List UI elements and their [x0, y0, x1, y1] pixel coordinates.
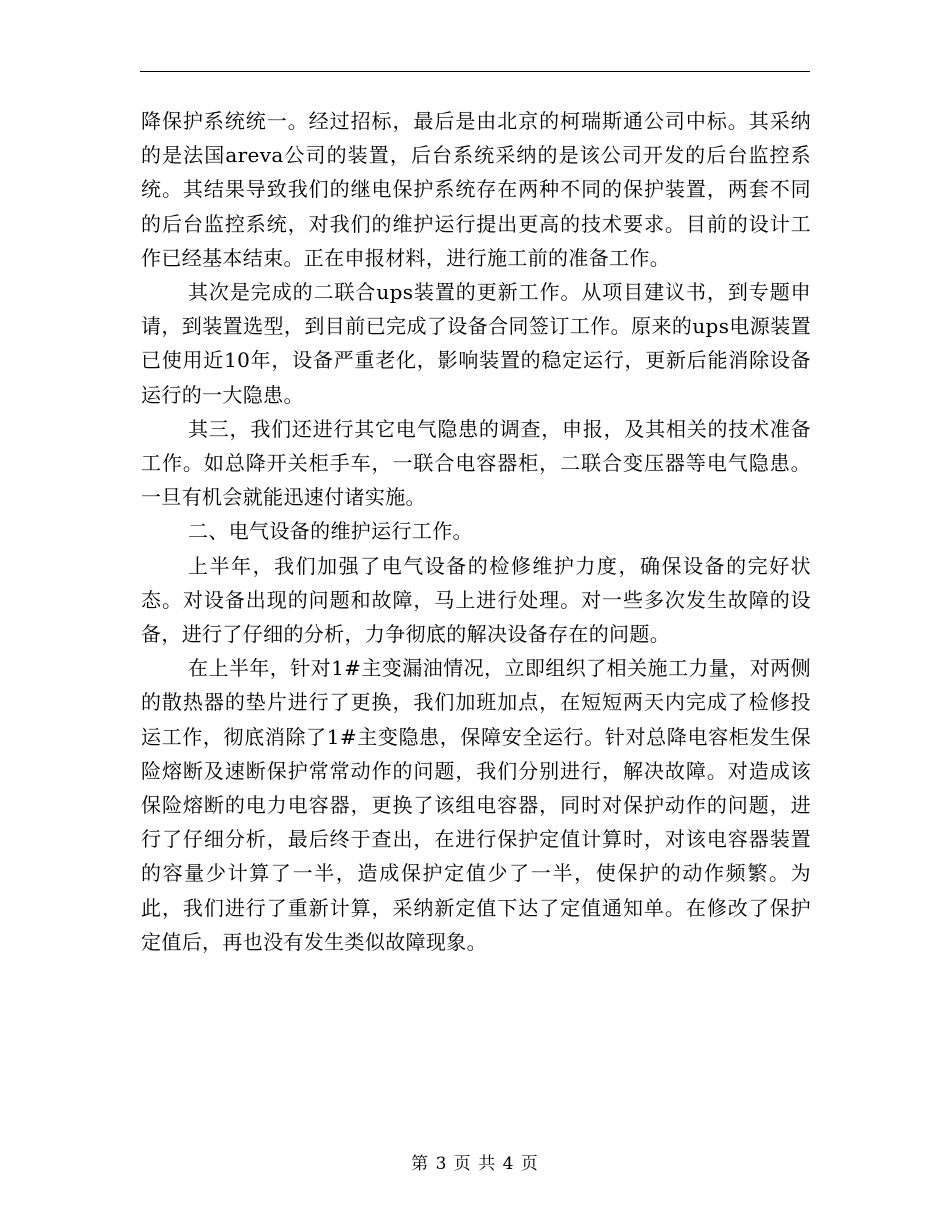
page-footer	[0, 1152, 950, 1176]
paragraph-1: 降保护系统统一。经过招标，最后是由北京的柯瑞斯通公司中标。其采纳的是法国areva公司的装置，后台系统采纳的是该公司开发的后台监控系统。其结果导致我们的继电保护系统存在两种不同的保护装置，两套不同的后台监控系统，对我们的维护运行提出更高的技术要求。目前的设计工作已经基本结束。正在申报材料，进行施工前的准备工作。	[141, 109, 811, 270]
paragraph-2: 其次是完成的二联合ups装置的更新工作。从项目建议书，到专题申请，到装置选型，到目前已完成了设备合同签订工作。原来的ups电源装置已使用近10年，设备严重老化，影响装置的稳定运行，更新后能消除设备运行的一大隐患。	[141, 280, 811, 407]
document-body	[141, 104, 811, 959]
section-heading: 二、电气设备的维护运行工作。	[188, 519, 473, 544]
page-number: 第 3 页 共 4 页	[411, 1154, 539, 1174]
header-rule	[140, 71, 810, 72]
paragraph-5: 在上半年，针对1#主变漏油情况，立即组织了相关施工力量，对两侧的散热器的垫片进行了更换，我们加班加点，在短短两天内完成了检修投运工作，彻底消除了1#主变隐患，保障安全运行。针对总降电容柜发生保险熔断及速断保护常常动作的问题，我们分别进行，解决故障。对造成该保险熔断的电力电容器，更换了该组电容器，同时对保护动作的问题，进行了仔细分析，最后终于查出，在进行保护定值计算时，对该电容器装置的容量少计算了一半，造成保护定值少了一半，使保护的动作频繁。为此，我们进行了重新计算，采纳新定值下达了定值通知单。在修改了保护定值后，再也没有发生类似故障现象。	[141, 656, 811, 954]
paragraph-4: 上半年，我们加强了电气设备的检修维护力度，确保设备的完好状态。对设备出现的问题和故障，马上进行处理。对一些多次发生故障的设备，进行了仔细的分析，力争彻底的解决设备存在的问题。	[141, 553, 811, 647]
paragraph-3: 其三，我们还进行其它电气隐患的调查，申报，及其相关的技术准备工作。如总降开关柜手车，一联合电容器柜，二联合变压器等电气隐患。一旦有机会就能迅速付诸实施。	[141, 416, 811, 510]
